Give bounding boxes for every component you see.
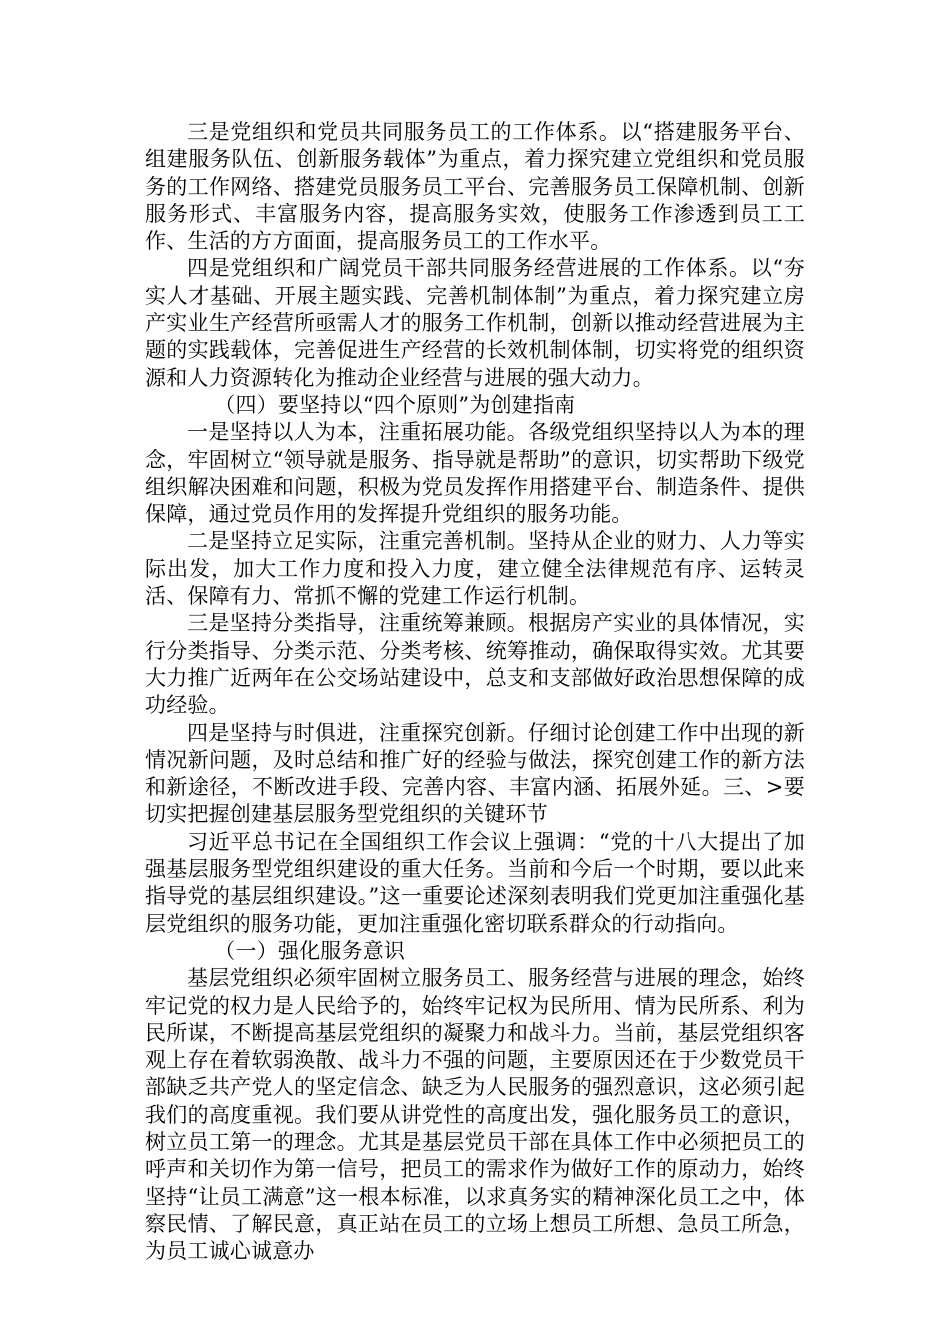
paragraph-principle-people-oriented: 一是坚持以人为本，注重拓展功能。各级党组织坚持以人为本的理念，牢固树立“领导就是服务、指导就是帮助”的意识，切实帮助下级党组织解决困难和问题，积极为党员发挥作用搭建平台、制造条件、提供保障，通过党员作用的发挥提升党组织的服务功能。 xyxy=(145,420,805,527)
paragraph-service-employees: 三是党组织和党员共同服务员工的工作体系。以“搭建服务平台、组建服务队伍、创新服务载体”为重点，着力探究建立党组织和党员服务的工作网络、搭建党员服务员工平台、完善服务员工保障机制、创新服务形式、丰富服务内容，提高服务实效，使服务工作渗透到员工工作、生活的方方面面，提高服务员工的工作水平。 xyxy=(145,120,805,254)
paragraph-principle-classified-guidance: 三是坚持分类指导，注重统筹兼顾。根据房产实业的具体情况，实行分类指导、分类示范、分类考核、统筹推动，确保取得实效。尤其要大力推广近两年在公交场站建设中，总支和支部做好政治思想保障的成功经验。 xyxy=(145,611,805,718)
paragraph-service-awareness: 基层党组织必须牢固树立服务员工、服务经营与进展的理念，始终牢记党的权力是人民给予的，始终牢记权为民所用、情为民所系、利为民所谋，不断提高基层党组织的凝聚力和战斗力。当前，基层党组织客观上存在着软弱涣散、战斗力不强的问题，主要原因还在于少数党员干部缺乏共产党人的坚定信念、缺乏为人民服务的强烈意识，这必须引起我们的高度重视。我们要从讲党性的高度出发，强化服务员工的意识，树立员工第一的理念。尤其是基层党员干部在具体工作中必须把员工的呼声和关切作为第一信号，把员工的需求作为做好工作的原动力，始终坚持“让员工满意”这一根本标准，以求真务实的精神深化员工之中，体察民情、了解民意，真正站在员工的立场上想员工所想、急员工所急，为员工诚心诚意办 xyxy=(145,966,805,1264)
paragraph-xi-quote: 习近平总书记在全国组织工作会议上强调：“党的十八大提出了加强基层服务型党组织建设的重大任务。当前和今后一个时期，要以此来指导党的基层组织建设。”这一重要论述深刻表明我们党更加注重强化基层党组织的服务功能，更加注重强化密切联系群众的行动指向。 xyxy=(145,829,805,936)
paragraph-principle-practical: 二是坚持立足实际，注重完善机制。坚持从企业的财力、人力等实际出发，加大工作力度和投入力度，建立健全法律规范有序、运转灵活、保障有力、常抓不懈的党建工作运行机制。 xyxy=(145,529,805,609)
section-heading-four-principles: （四）要坚持以“四个原则”为创建指南 xyxy=(214,392,576,417)
paragraph-principle-innovation: 四是坚持与时俱进，注重探究创新。仔细讨论创建工作中出现的新情况新问题，及时总结和推广好的经验与做法，探究创建工作的新方法和新途径，不断改进手段、完善内容、丰富内涵、拓展外延。三、>要切实把握创建基层服务型党组织的关键环节 xyxy=(145,720,805,827)
document-body xyxy=(145,119,805,1265)
section-heading-service-awareness: （一）强化服务意识 xyxy=(214,938,406,963)
paragraph-service-operations: 四是党组织和广阔党员干部共同服务经营进展的工作体系。以“夯实人才基础、开展主题实践、完善机制体制”为重点，着力探究建立房产实业生产经营所亟需人才的服务工作机制，创新以推动经营进展为主题的实践载体，完善促进生产经营的长效机制体制，切实将党的组织资源和人力资源转化为推动企业经营与进展的强大动力。 xyxy=(145,256,805,390)
